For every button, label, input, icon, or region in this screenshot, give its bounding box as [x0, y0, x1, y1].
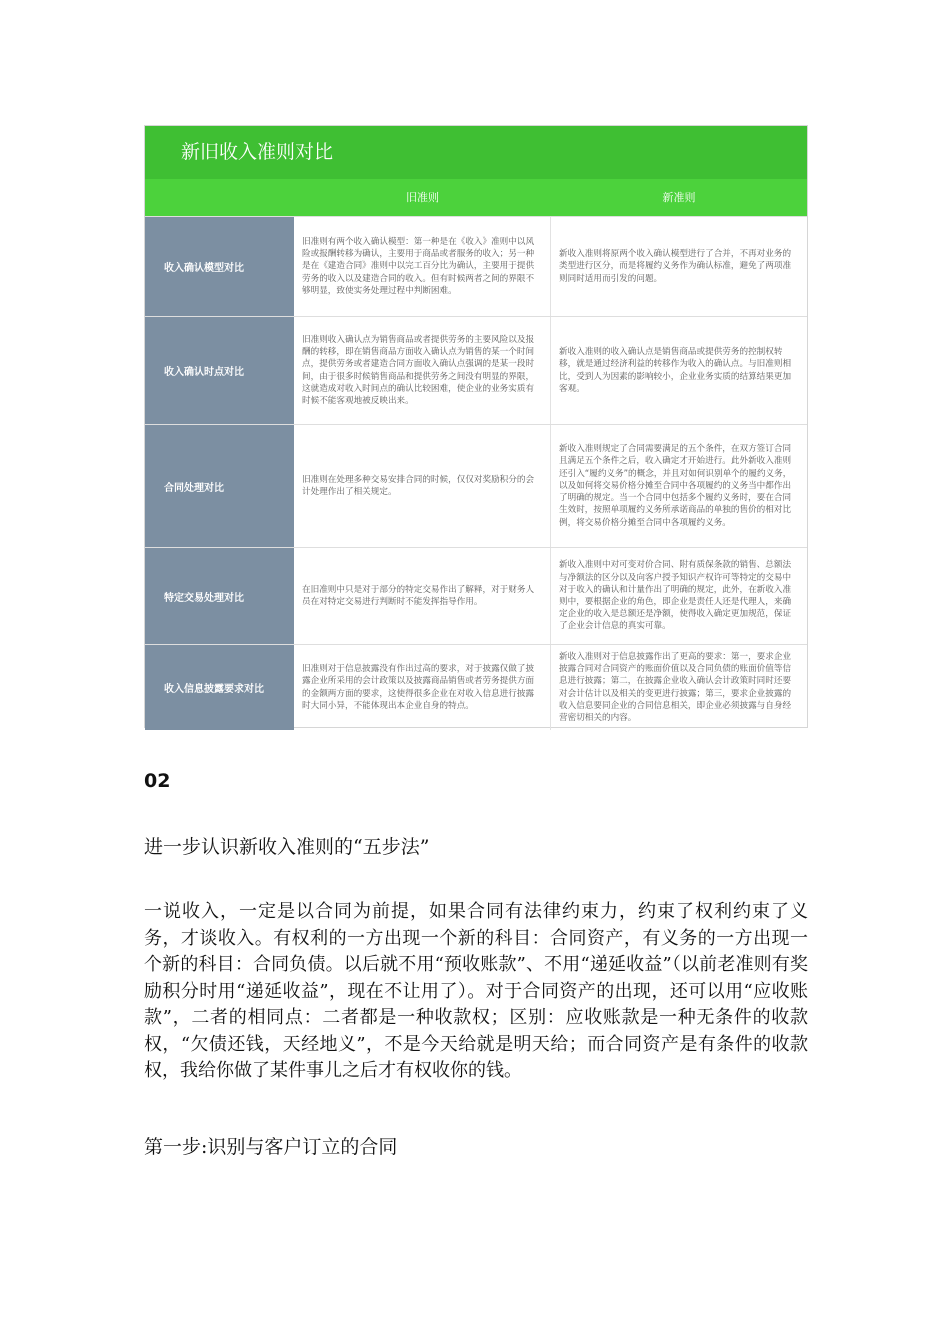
table-row — [145, 644, 807, 730]
new-rule-cell — [551, 548, 807, 644]
old-rule-text: 旧准则对于信息披露没有作出过高的要求，对于披露仅做了披露企业所采用的会计政策以及披露商品销售或者劳务提供方面的金额两方面的要求，这使得很多企业在对收入信息进行披露时大同小异，不能体现出本企业自身的特点。 — [302, 664, 535, 711]
old-rule-cell — [294, 217, 551, 316]
table-row — [145, 547, 807, 644]
new-rule-text: 新收入准则将原两个收入确认模型进行了合并，不再对业务的类型进行区分，而是将履约义务作为确认标准，避免了两项准则同时适用而引发的问题。 — [559, 249, 792, 284]
table-row — [145, 316, 807, 424]
new-rule-cell — [551, 645, 807, 730]
table-title: 新旧收入准则对比 — [145, 126, 807, 179]
old-rule-text: 旧准则有两个收入确认模型：第一种是在《收入》准则中以风险或报酬转移为确认，主要用于商品或者服务的收入；另一种是在《建造合同》准则中以完工百分比为确认，主要用于提供劳务的收入以及建造合同的收入。但有时候两者之间的界限不够明显，致使实务处理过程中判断困难。 — [302, 236, 535, 296]
table-header — [145, 179, 807, 216]
header-old: 旧准则 — [406, 191, 439, 204]
new-rule-text: 新收入准则规定了合同需要满足的五个条件，在双方签订合同且满足五个条件之后，收入确定才开始进行。此外新收入准则还引入“履约义务”的概念，并且对如何识别单个的履约义务，以及如何将交易价格分摊至合同中各项履约的义务当中都作出了明确的规定。当一个合同中包括多个履约义务时，要在合同生效时，按照单项履约义务所承诺商品的单独的售价的相对比例，将交易价格分摊至合同中各项履约义务。 — [559, 444, 792, 528]
body-paragraph: 一说收入，一定是以合同为前提，如果合同有法律约束力，约束了权利约束了义务，才谈收入。有权利的一方出现一个新的科目：合同资产，有义务的一方出现一个新的科目：合同负债。以后就不用“预收账款”、不用“递延收益”（以前老准则有奖励积分时用“递延收益”，现在不让用了）。对于合同资产的出现，还可以用“应收账款”，二者的相同点：二者都是一种收款权；区别：应收账款是一种无条件的收款权，“欠债还钱，天经地义”，不是今天给就是明天给；而合同资产是有条件的收款权，我给你做了某件事儿之后才有权收你的钱。 — [144, 901, 808, 1081]
row-label: 特定交易处理对比 — [145, 548, 294, 644]
header-blank — [145, 179, 294, 216]
new-rule-text: 新收入准则对于信息披露作出了更高的要求：第一，要求企业披露合同对合同资产的账面价值以及合同负债的账面价值等信息进行披露；第二，在披露企业收入确认会计政策时同时还要对会计估计以及相关的变更进行披露；第三，要求企业披露的收入信息要同企业的合同信息相关，即企业必须披露与自身经营密切相关的内容。 — [559, 651, 792, 723]
header-new: 新准则 — [662, 191, 696, 204]
section-title: 进一步认识新收入准则的“五步法” — [144, 836, 430, 858]
row-label: 收入确认时点对比 — [145, 317, 294, 424]
comparison-table — [144, 125, 808, 728]
old-rule-text: 旧准则收入确认点为销售商品或者提供劳务的主要风险以及报酬的转移，即在销售商品方面收入确认点为销售的某一个时间点，提供劳务或者建造合同方面收入确认点强调的是某一段时间，由于很多时候销售商品和提供劳务之间没有明显的界限，这就造成对收入时间点的确认比较困难，使企业的业务实质有时候不能客观地被反映出来。 — [302, 334, 535, 406]
old-rule-text: 旧准则在处理多种交易安排合同的时候，仅仅对奖励积分的会计处理作出了相关规定。 — [302, 474, 535, 497]
table-row — [145, 216, 807, 316]
new-rule-cell — [551, 217, 807, 316]
old-rule-text: 在旧准则中只是对于部分的特定交易作出了解释，对于财务人员在对特定交易进行判断时不能发挥指导作用。 — [302, 584, 535, 607]
row-label: 收入确认模型对比 — [145, 217, 294, 316]
step-title: 第一步:识别与客户订立的合同 — [144, 1136, 398, 1158]
row-label: 收入信息披露要求对比 — [145, 645, 294, 730]
old-rule-cell — [294, 645, 551, 730]
old-rule-cell — [294, 425, 551, 547]
new-rule-text: 新收入准则中对可变对价合同、附有质保条款的销售、总额法与净额法的区分以及向客户授予知识产权许可等特定的交易中对于收入的确认和计量作出了明确的规定，此外，在新收入准则中，要根据企业的角色，即企业是责任人还是代理人，来确定企业的收入是总额还是净额，使得收入确定更加规范，保证了企业会计信息的真实可靠。 — [559, 560, 792, 632]
section-number: 02 — [144, 770, 171, 792]
old-rule-cell — [294, 317, 551, 424]
old-rule-cell — [294, 548, 551, 644]
new-rule-text: 新收入准则的收入确认点是销售商品或提供劳务的控制权转移，就是通过经济利益的转移作为收入的确认点。与旧准则相比，受到人为因素的影响较小，企业业务实质的结算结果更加客观。 — [559, 347, 792, 394]
row-label: 合同处理对比 — [145, 425, 294, 547]
new-rule-cell — [551, 425, 807, 547]
table-row — [145, 424, 807, 547]
new-rule-cell — [551, 317, 807, 424]
